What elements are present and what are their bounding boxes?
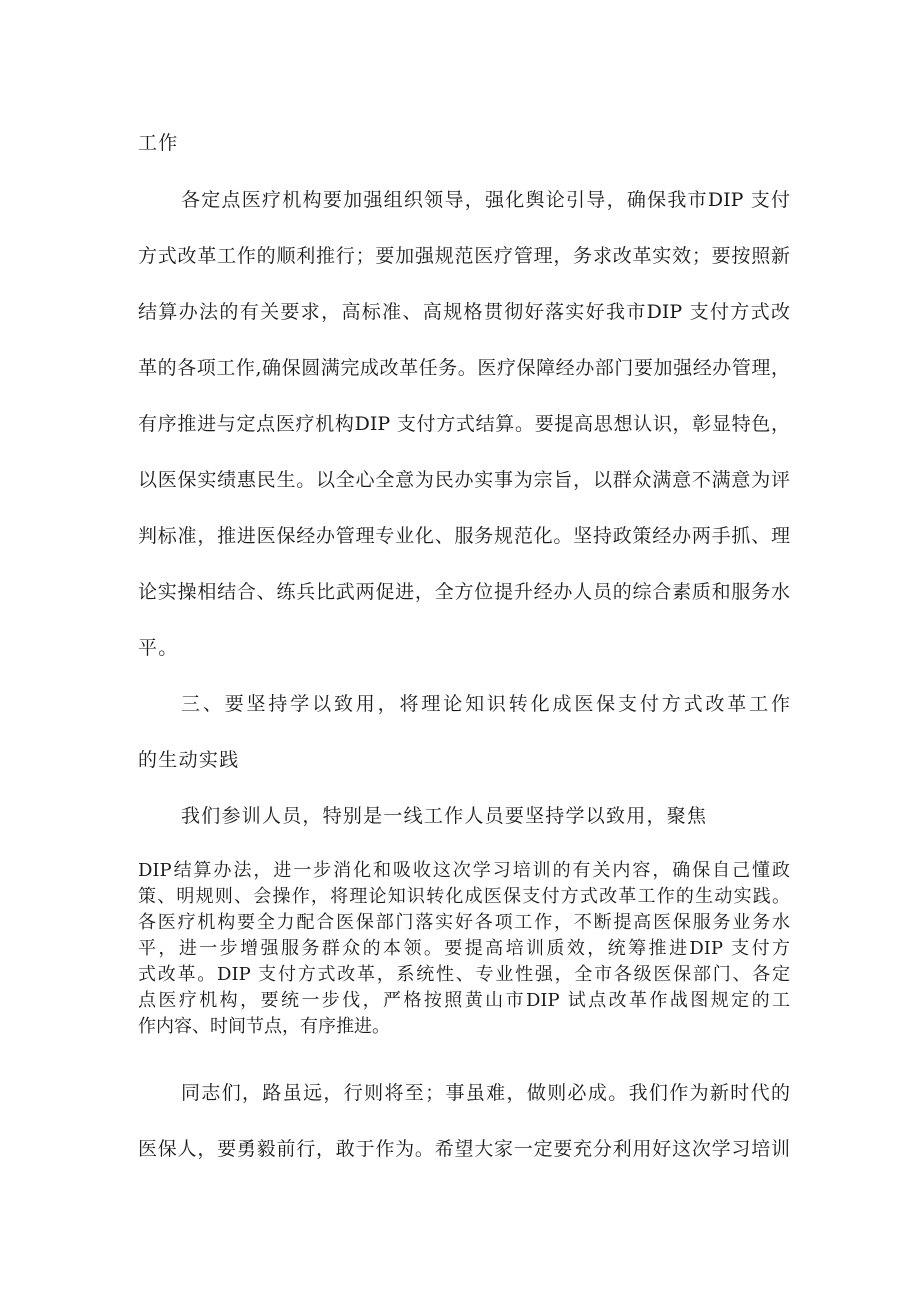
dense-line: 点医疗机构，要统一步伐，严格按照黄山市DIP 试点改革作战图规定的工 [138,990,790,1011]
paragraph-line: 平。 [138,637,179,659]
dense-line: 各医疗机构要全力配合医保部门落实好各项工作，不断提高医保服务业务水 [138,912,790,933]
paragraph-continuation-line: 工作 [138,132,179,154]
dense-line: DIP结算办法，进一步消化和吸收这次学习培训的有关内容，确保自己懂政 [138,860,790,881]
paragraph-line: 有序推进与定点医疗机构DIP 支付方式结算。要提高思想认识，彰显特色， [138,413,790,435]
paragraph-line: 判标准，推进医保经办管理专业化、服务规范化。坚持政策经办两手抓、理 [138,525,790,547]
paragraph-line: 医保人，要勇毅前行，敢于作为。希望大家一定要充分利用好这次学习培训 [138,1138,790,1160]
dense-line: 式改革。DIP 支付方式改革，系统性、专业性强，全市各级医保部门、各定 [138,964,790,985]
section-heading: 三、要坚持学以致用，将理论知识转化成医保支付方式改革工作 [181,693,790,715]
paragraph-line: 各定点医疗机构要加强组织领导，强化舆论引导，确保我市DIP 支付 [181,189,790,211]
paragraph-line: 同志们，路虽远，行则将至；事虽难，做则必成。我们作为新时代的 [181,1082,790,1104]
paragraph-line: 论实操相结合、练兵比武两促进，全方位提升经办人员的综合素质和服务水 [138,581,790,603]
paragraph-line: 方式改革工作的顺利推行；要加强规范医疗管理，务求改革实效；要按照新 [138,245,790,267]
paragraph-line: 以医保实绩惠民生。以全心全意为民办实事为宗旨，以群众满意不满意为评 [138,469,790,491]
paragraph-line: 结算办法的有关要求，高标准、高规格贯彻好落实好我市DIP 支付方式改 [138,301,790,323]
dense-line: 作内容、时间节点，有序推进。 [138,1016,390,1037]
paragraph-line: 我们参训人员，特别是一线工作人员要坚持学以致用，聚焦 [181,805,706,827]
section-heading-continuation: 的生动实践 [138,749,240,771]
dense-line: 平，进一步增强服务群众的本领。要提高培训质效，统筹推进DIP 支付方 [138,938,790,959]
dense-line: 策、明规则、会操作，将理论知识转化成医保支付方式改革工作的生动实践。 [138,886,790,907]
dense-paragraph [138,858,790,1040]
paragraph-line: 革的各项工作,确保圆满完成改革任务。医疗保障经办部门要加强经办管理， [138,357,790,379]
